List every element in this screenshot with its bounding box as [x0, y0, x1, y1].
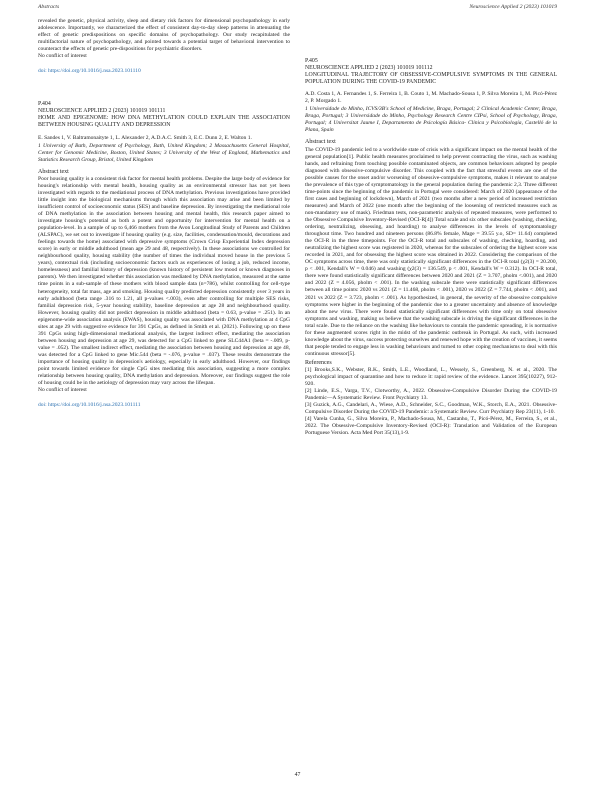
- intro-paragraph: revealed the genetic, physical activity, sleep and dietary risk factors for dimensional psychopathology in early adolescence. Importantly, we characterized the effect of consistent day-to-day sleep patterns in attenuating the effect of genetic predispositions on specific domains of psychopathology. Our study recapitulated the multifactorial nature of psychopathology, and pointed towards a potential target of behavioral intervention to counteract the effects of genetic pre-dispositions for psychiatric disorders.: [38, 18, 290, 53]
- intro-coi: No conflict of interest: [38, 53, 87, 60]
- abstract-id: P.405: [305, 58, 318, 64]
- abstract-id: P.404: [38, 101, 51, 108]
- page-number: 47: [294, 772, 301, 778]
- abstract-body: Poor housing quality is a consistent risk factor for mental health problems. Despite the large body of evidence for housing's relationship with mental health, housing quality as an environmental stressor has not yet been investigated with regards to the mediational process of DNA methylation. Previous investigations have provided little insight into the biological mechanisms through which this association may arise and been limited by insufficient control of socioeconomic status (SES) and baseline depression. By investigating the mediational role of DNA methylation in the association between housing and mental health, this research paper aimed to investigate housing's potential as both a potent and opportunity for intervention for mental health on a population-level. In a sample of up to 6,466 mothers from the Avon Longitudinal Study of Parents and Children (ALSPAC), we set out to investigate if housing quality (e.g. size, facilities, condensation/mould, decorations and feelings towards the home) associated with depressive symptoms (Crown Crisp Experiential Index depression score) in early or middle adulthood (mean age 29 and 48, respectively). In these associations we controlled for neighbourhood quality, housing stability (the number of times the individual moved house in the previous 5 years), contextual risk (including socioeconomic factors such as experiences of losing a job, reduced income, homelessness) and familial history of depression (known history of persistent low mood or known diagnoses in parents). We then investigated whether this association was mediated by DNA methylation, measured at the same time points in a sub-sample of these mothers with blood sample data (n=786), whilst controlling for cell-type heterogeneity, total fat mass, age and smoking. Housing quality predicted depression consistently over 3 years in early adulthood (beta range .316 to 1.21, all p-values <.003), even after controlling for multiple SES risks, familial depression risk, 5-year housing stability, baseline depression at age 28 and neighbourhood quality. However, housing quality did not predict depression in middle adulthood (beta = 0.63, p-value = .251). In an epigenome-wide association analysis (EWAS), housing quality was associated with DNA methylation at 4 CpG sites at age 29 with suggestive evidence for 391 CpGs, as defined in Smith et al. (2021). Following up on these 391 CpGs using high-dimensional mediational analysis, the largest indirect effect, mediating the association between housing and depression at age 29, was detected for a CpG linked to gene SLC44A1 (beta = -.009, p-value = .052). The smallest indirect effect, mediating the association between housing and depression at age 48, was detected for a CpG linked to gene Mic.544 (beta = -.076, p-value = .037). These results demonstrate the importance of housing quality in depression's aetiology, especially in early adulthood. However, our findings point towards limited evidence for single CpG sites mediating this association, suggesting a more complex relationship between housing quality, DNA methylation and depression. Moreover, our findings suggest the role of housing could be in the aetiology of depression may vary across the lifespan.: [38, 175, 290, 387]
- reference-item: [4] Varela Cunha, G., Silva Moreira, P., Machado-Sousa, M., Castanho, T., Picó-Pérez, M., Ferreira, S., et al., 2022. The Obsessive-Compulsive Inventory-Revised (OCI-R): Translation and Validation of the European Portuguese Version. Acta Med Port 35(13),1-9.: [305, 416, 557, 437]
- abstract-authors: A.D. Costa 1, A. Fernandes 1, S. Ferreira 1, B. Couto 1, M. Machado-Sousa 1, P. Silva Moreira 1, M. Picó-Pérez 2, P. Morgado 1.: [305, 91, 557, 105]
- abstract-affiliations: 1 University of Bath, Department of Psychology, Bath, United Kingdom; 2 Massachusetts General Hospital, Center for Genomic Medicine, Boston, United States; 3 University of the West of England, Mathematics and Statistics Research Group, Bristol, United Kingdom: [38, 142, 290, 163]
- reference-item: [1] Brooks,S.K., Webster, R.K., Smith, L.E., Woodland, L., Wessely, S., Greenberg, N. et al., 2020. The psychological impact of quarantine and how to reduce it: rapid review of the evidence. Lancet 395(10227), 912-920.: [305, 366, 557, 388]
- reference-item: [3] Guzick, A.G., Candelari, A., Wiese, A.D., Schneider, S.C., Goodman, W.K., Storch, E.A., 2021. Obsessive-Compulsive Disorder During the COVID-19 Pandemic: a Systematic Review. Curr Psychiatry Rep 23(11), 1-10.: [305, 402, 557, 416]
- abstract-journal: NEUROSCIENCE APPLIED 2 (2023) 101019 101111: [38, 108, 166, 115]
- abstract-authors: E. Sandes 1, V. Baltramonaityte 1, L. Alexander 2, A.D.A.C. Smith 3, E.C. Dunn 2, E. Walton 1.: [38, 134, 252, 141]
- abstract-heading: Abstract text: [305, 139, 336, 146]
- running-header: [38, 4, 557, 14]
- header-right: Neuroscience Applied 2 (2023) 101019: [469, 4, 557, 10]
- right-column: [305, 58, 557, 437]
- abstract-doi-link[interactable]: doi: https://doi.org/10.1016/j.nsa.2023.101111: [38, 402, 141, 409]
- reference-item: [2] Linde, E.S., Varga, T.V., Clotworthy, A., 2022. Obsessive-Compulsive Disorder During the COVID-19 Pandemic—A Systematic Review. Front Psychiatry 13.: [305, 388, 557, 402]
- intro-doi-link[interactable]: doi: https://doi.org/10.1016/j.nsa.2023.101110: [38, 68, 141, 75]
- abstract-title: HOME AND EPIGENOME: HOW DNA METHYLATION COULD EXPLAIN THE ASSOCIATION BETWEEN HOUSING QUALITY AND DEPRESSION: [38, 115, 290, 129]
- abstract-p404: [38, 101, 290, 409]
- reference-list: [305, 367, 557, 437]
- abstract-title: LONGITUDINAL TRAJECTORY OF OBSESSIVE-COMPULSIVE SYMPTOMS IN THE GENERAL POPULATION DURING THE COVID-19 PANDEMIC: [305, 72, 557, 86]
- abstract-journal: NEUROSCIENCE APPLIED 2 (2023) 101019 101112: [305, 65, 433, 72]
- abstract-coi: No conflict of interest: [38, 387, 87, 394]
- abstract-body: The COVID-19 pandemic led to a worldwide state of crisis with a significant impact on the mental health of the general population[1]. Public health measures proclaimed to help prevent contracting the virus, such as washing hands, and refraining from touching possible contaminated objects, are common behaviours adopted by people diagnosed with obsessive-compulsive disorder. This coupled with the fact that stressful events are one of the possible causes for the onset and/or worsening of obsessive-compulsive symptoms, makes it relevant to analyse the prevalence of this type of symptomatology in the general population during the pandemic 2,3. Three different time-points since the beginning of the pandemic in Portugal were considered: March of 2020 (appearance of the first cases and beginning of lockdown), March of 2021 (two months after a new period of increased restriction measures) and March of 2022 (one month after the beginning of the loosening of restricted measures such as non-mandatory use of mask). Friedman tests, non-parametric analysis of repeated measures, were performed to the Obsessive Compulsive Inventory-Revised (OCI-R[4]) Total scale and six other subscales (washing, checking, ordering, neutralizing, obsessing, and hoarding) to analyse differences in the levels of symptomatology throughout time. Two hundred and nineteen persons (86.8% female, Mage = 39.55 y.o, SD= 11.64) completed the OCI-R in the three timepoints. For the OCI-R total and subscales of washing, checking, hoarding, and neutralizing the highest score was registered in 2020, whereas for the subscales of ordering the highest score was recorded in 2021, and for obsessing the highest score was obtained in 2022. Considering the comparison of the OC symptoms across time, there was only statistically significant differences in the OCI-R total (χ2(3) = 20.200, p < .001, Kendall's W = 0.046) and washing (χ2(3) = 136.549, p < .001, Kendall's W = 0.312). In OCI-R total, there were found statistically significant differences between 2020 and 2021 (Z = 3.707, pholm <.001), and 2020 and 2022 (Z = 4.056, pholm < .001). In the washing subscale there were statistically significant differences between all time points: 2020 vs 2021 (Z = 11.468, pholm < .001), 2020 vs 2022 (Z = 7.744, pholm < .001), and 2021 vs 2022 (Z = 3.723, pholm < .001). As hypothesized, in general, the severity of the obsessive compulsive symptoms were higher in the beginning of the pandemic due to a greater uncertainty and absence of knowledge about the new virus. There were found statistically significant differences with time only on total obsessive symptoms and washing, making us believe that the washing subscale is driving the significant differences in the total scale. Due to the reliance on the washing like behaviours to contain the pandemic spreading, it is normative for these augmented scores right in the midst of the pandemic outbreak in Portugal. As such, with increased knowledge about the virus, success protecting ourselves and renewed hope with the creation of vaccines, it seems that people tended to engage less in washing behaviours and turned to other coping mechanisms to deal with this continuous stressor[5].: [305, 146, 557, 357]
- abstract-heading: Abstract text: [38, 168, 69, 175]
- header-left: Abstracts: [38, 4, 60, 10]
- references-heading: References: [305, 359, 332, 366]
- left-column: [38, 18, 290, 409]
- abstract-affiliations: 1 Universidade do Minho, ICVS/3B's School of Medicine, Braga, Portugal; 2 Clinical Academic Center, Braga, Braga, Portugal; 3 Universidade do Minho, Psychology Research Centre CIPsi, School of Psychology, Braga, Portugal; 4 Universitat Jaume I, Departamento de Psicología Básica- Clínica y Psicobiología, Castelló de la Plana, Spain: [305, 106, 557, 134]
